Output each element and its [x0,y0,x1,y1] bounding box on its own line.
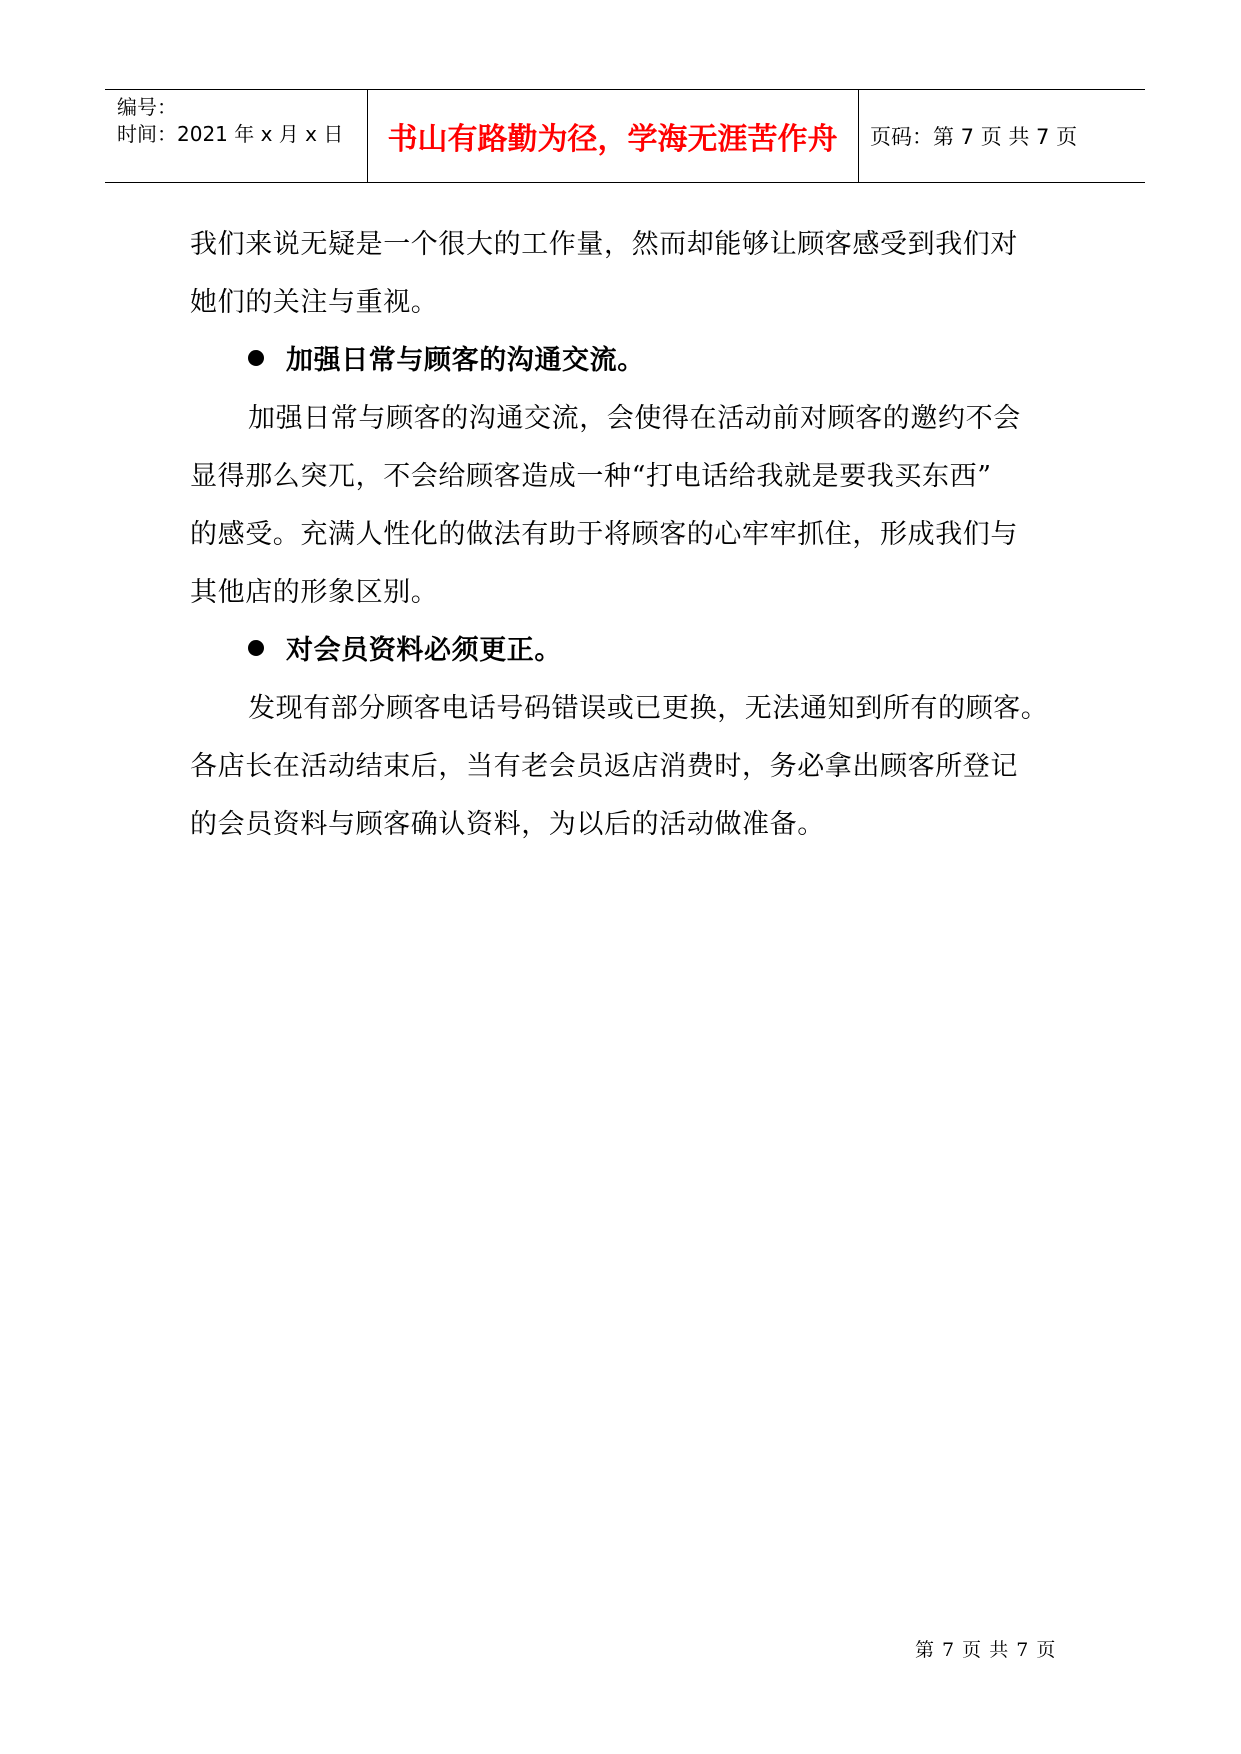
header-page-label: 页码：第 7 页 共 7 页 [870,124,1078,149]
bullet-icon [248,640,264,656]
page-header-table [105,89,1145,183]
page-footer: 第 7 页 共 7 页 [915,1639,1057,1661]
body-line: 其他店的形象区别。 [190,577,439,608]
body-line: 显得那么突兀，不会给顾客造成一种“打电话给我就是要我买东西” [190,461,992,492]
header-number-label: 编号： [117,95,177,119]
body-line: 的感受。充满人性化的做法有助于将顾客的心牢牢抓住，形成我们与 [190,519,1018,550]
header-time-label: 时间：2021 年 x 月 x 日 [117,122,344,146]
body-line: 各店长在活动结束后，当有老会员返店消费时，务必拿出顾客所登记 [190,751,1018,782]
section-heading-text: 对会员资料必须更正。 [286,635,562,666]
header-meta [117,94,343,148]
body-line: 我们来说无疑是一个很大的工作量，然而却能够让顾客感受到我们对 [190,229,1018,260]
section-heading [248,338,645,377]
body-line: 的会员资料与顾客确认资料，为以后的活动做准备。 [190,809,825,840]
body-line: 她们的关注与重视。 [190,287,439,318]
section-heading [248,628,562,667]
header-divider [858,90,859,182]
section-heading-text: 加强日常与顾客的沟通交流。 [286,345,645,376]
body-line: 加强日常与顾客的沟通交流，会使得在活动前对顾客的邀约不会 [248,403,1021,434]
header-motto: 书山有路勤为径，学海无涯苦作舟 [387,121,838,157]
bullet-icon [248,350,264,366]
body-line: 发现有部分顾客电话号码错误或已更换，无法通知到所有的顾客。 [248,693,1049,724]
